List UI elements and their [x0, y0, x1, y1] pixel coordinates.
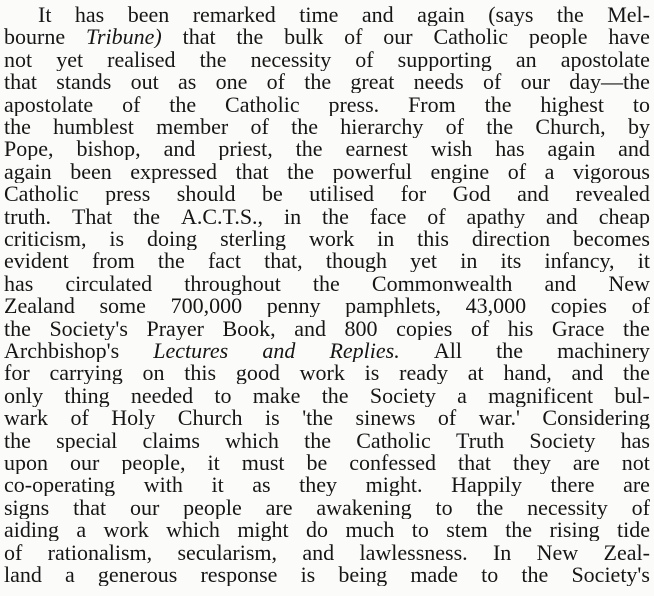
word: and: [544, 272, 577, 295]
word: Zealand: [4, 295, 75, 318]
word: has: [495, 138, 525, 161]
word: A.C.T.S.,: [180, 205, 264, 228]
word: are: [265, 496, 293, 519]
word: with: [143, 474, 183, 497]
word: made: [410, 564, 459, 586]
word: Catholic: [225, 93, 300, 116]
word: to: [411, 519, 429, 542]
word: work: [103, 519, 149, 542]
word: vigorous: [572, 160, 650, 183]
word: necessity: [527, 496, 608, 519]
word: people,: [121, 452, 186, 474]
text-line: [4, 385, 650, 407]
word: time: [299, 4, 339, 26]
word: of: [437, 407, 457, 430]
word: that: [458, 452, 492, 474]
word: of: [631, 295, 650, 318]
word: and: [262, 340, 296, 362]
word: supporting: [397, 48, 492, 71]
word: of: [70, 407, 89, 430]
word: Replies.: [329, 340, 400, 362]
word: they: [299, 474, 338, 497]
word: sinews: [355, 407, 416, 430]
text-line: [4, 49, 650, 71]
word: to: [435, 496, 453, 519]
word: confessed: [349, 452, 437, 474]
word: the: [622, 317, 650, 340]
word: of: [250, 116, 269, 138]
word: its: [500, 250, 522, 273]
word: this: [184, 362, 217, 385]
text-line: [4, 340, 650, 362]
word: of: [266, 71, 285, 94]
word: the: [287, 160, 315, 183]
word: hierarchy: [340, 116, 424, 138]
word: which: [166, 519, 220, 542]
word: ready: [399, 362, 448, 385]
word: pamphlets,: [345, 295, 442, 318]
word: throughout: [184, 272, 281, 295]
word: for: [4, 362, 30, 385]
word: in: [460, 250, 478, 273]
word: our: [520, 71, 550, 94]
word: not: [4, 48, 33, 71]
word: apostolate: [560, 48, 650, 71]
word: That: [71, 205, 113, 228]
word: bul-: [614, 384, 650, 407]
word: and: [163, 138, 196, 161]
word: great: [350, 71, 395, 94]
word: our: [129, 496, 160, 519]
word: an: [515, 48, 537, 71]
word: of: [355, 48, 374, 71]
word: the: [236, 26, 264, 49]
word: tide: [616, 519, 650, 542]
word: sterling: [220, 228, 287, 250]
word: the: [4, 317, 31, 340]
word: humblest: [53, 116, 134, 138]
word: earnest: [345, 138, 408, 161]
word: again: [547, 138, 596, 161]
word: in: [283, 205, 302, 228]
word: highest: [540, 93, 604, 116]
word: 700,000: [170, 295, 243, 318]
word: the: [133, 205, 161, 228]
word: be: [306, 452, 328, 474]
word: needed: [130, 384, 194, 407]
word: Happily: [451, 474, 522, 497]
word: work: [308, 228, 355, 250]
word: is: [265, 407, 280, 430]
word: utilised: [309, 183, 375, 206]
word: aiding: [4, 519, 59, 542]
word: might.: [365, 474, 423, 497]
word: wark: [4, 407, 48, 430]
word: of: [122, 93, 141, 116]
word: upon: [4, 452, 48, 474]
word: thing: [64, 384, 110, 407]
word: priest,: [218, 138, 273, 161]
word: has: [4, 272, 34, 295]
word: carrying: [49, 362, 123, 385]
word: people: [528, 26, 588, 49]
word: the: [157, 250, 185, 273]
word: Catholic: [356, 429, 431, 452]
word: revealed: [575, 183, 650, 206]
word: Mel-: [607, 4, 650, 26]
word: the: [304, 429, 332, 452]
word: not: [621, 452, 650, 474]
word: Catholic: [433, 26, 509, 49]
word: out: [130, 71, 159, 94]
word: and: [294, 317, 326, 340]
word: bishop,: [76, 138, 141, 161]
word: bulk: [284, 26, 324, 49]
word: evident: [4, 250, 69, 273]
word: the: [496, 340, 523, 362]
word: to: [632, 93, 650, 116]
text-line: [4, 452, 650, 474]
word: by: [627, 116, 650, 138]
word: that: [235, 160, 269, 183]
text-line: [38, 4, 650, 26]
word: to: [481, 564, 499, 586]
text-line: [4, 519, 650, 541]
word: Zeal-: [603, 541, 650, 564]
word: In: [492, 541, 512, 564]
word: on: [142, 362, 165, 385]
word: magnificent: [488, 384, 594, 407]
word: the: [291, 116, 318, 138]
word: is: [300, 564, 316, 586]
text-line: [4, 94, 650, 116]
word: rationalism,: [47, 541, 153, 564]
text-line: [4, 273, 650, 295]
word: is: [364, 362, 380, 385]
word: of: [4, 541, 23, 564]
word: again: [417, 4, 465, 26]
word: stem: [446, 519, 488, 542]
word: the: [199, 48, 227, 71]
word: God: [452, 183, 491, 206]
text-line: [4, 26, 650, 48]
word: Catholic: [4, 183, 79, 206]
word: lawlessness.: [359, 541, 468, 564]
word: the: [476, 496, 504, 519]
word: copies: [550, 295, 607, 318]
word: a: [457, 384, 467, 407]
text-line: [4, 542, 650, 564]
word: the: [4, 429, 31, 452]
word: in: [377, 228, 395, 250]
word: and: [302, 541, 335, 564]
word: special: [56, 429, 118, 452]
word: the: [623, 362, 650, 385]
word: there: [550, 474, 595, 497]
word: should: [176, 183, 236, 206]
word: realised: [107, 48, 176, 71]
word: war.': [478, 407, 520, 430]
word: a: [76, 519, 87, 542]
word: the: [312, 272, 340, 295]
word: as: [252, 474, 271, 497]
word: rising: [549, 519, 600, 542]
word: Society: [529, 429, 596, 452]
word: been: [127, 4, 170, 26]
word: Church: [177, 407, 243, 430]
word: and: [618, 138, 650, 161]
text-line: [4, 564, 650, 586]
text-line: [4, 250, 650, 272]
word: day—the: [569, 71, 650, 94]
text-line: [4, 407, 650, 429]
word: machinery: [557, 340, 650, 362]
word: yet: [410, 250, 438, 273]
word: Society: [369, 384, 436, 407]
word: apathy: [466, 205, 526, 228]
word: penny: [266, 295, 321, 318]
text-line: [4, 497, 650, 519]
word: of: [445, 116, 464, 138]
word: that: [4, 71, 37, 94]
word: of: [507, 160, 527, 183]
word: which: [225, 429, 279, 452]
word: though: [325, 250, 387, 273]
word: Holy: [111, 407, 156, 430]
text-line: [4, 161, 650, 183]
word: it: [207, 452, 220, 474]
word: has: [620, 429, 650, 452]
word: the: [484, 93, 512, 116]
word: is: [109, 228, 125, 250]
word: from: [91, 250, 135, 273]
word: the: [556, 4, 584, 26]
word: the: [486, 116, 514, 138]
word: must: [241, 452, 285, 474]
text-line: [4, 362, 650, 384]
word: co-operating: [4, 474, 116, 497]
word: remarked: [192, 4, 276, 26]
word: direction: [471, 228, 551, 250]
word: be: [262, 183, 283, 206]
word: expressed: [130, 160, 218, 183]
word: are: [623, 474, 650, 497]
word: as: [177, 71, 197, 94]
word: Commonwealth: [371, 272, 513, 295]
word: of: [631, 496, 650, 519]
word: of: [483, 71, 502, 94]
text-line: [4, 71, 650, 93]
word: Lectures: [153, 340, 229, 362]
word: that: [73, 496, 107, 519]
text-line: [4, 138, 650, 160]
word: the: [321, 384, 349, 407]
word: becomes: [573, 228, 650, 250]
word: our: [383, 26, 413, 49]
word: and: [361, 4, 394, 26]
word: Grace: [551, 317, 605, 340]
word: are: [572, 452, 600, 474]
word: and: [517, 183, 549, 206]
word: copies: [396, 317, 453, 340]
word: one: [215, 71, 248, 94]
text-line: [4, 116, 650, 138]
word: doing: [147, 228, 198, 250]
word: much: [345, 519, 395, 542]
word: and: [546, 205, 578, 228]
word: From: [408, 93, 456, 116]
word: necessity: [250, 48, 332, 71]
word: hand,: [503, 362, 552, 385]
word: the: [521, 564, 549, 586]
word: Tribune): [85, 26, 162, 49]
word: press: [105, 183, 151, 206]
word: signs: [4, 496, 50, 519]
word: fact: [207, 250, 241, 273]
word: that: [182, 26, 216, 49]
word: our: [70, 452, 100, 474]
word: and: [571, 362, 604, 385]
word: this: [417, 228, 449, 250]
text-line: [4, 183, 650, 205]
text-line: [4, 474, 650, 496]
word: New: [608, 272, 650, 295]
word: press.: [328, 93, 380, 116]
word: It: [38, 4, 52, 26]
word: Archbishop's: [4, 340, 120, 362]
word: truth.: [4, 205, 52, 228]
word: some: [99, 295, 146, 318]
word: infancy,: [544, 250, 615, 273]
word: they: [513, 452, 551, 474]
word: the: [321, 205, 349, 228]
word: good: [235, 362, 280, 385]
word: it: [637, 250, 650, 273]
word: 43,000: [465, 295, 527, 318]
text-line: [4, 206, 650, 228]
word: have: [608, 26, 650, 49]
word: land: [4, 564, 42, 586]
word: face: [369, 205, 407, 228]
word: the: [505, 519, 533, 542]
word: of: [427, 205, 446, 228]
word: to: [214, 384, 232, 407]
text-line: [4, 430, 650, 452]
word: make: [252, 384, 301, 407]
word: a: [65, 564, 75, 586]
word: (says: [488, 4, 534, 26]
word: of: [470, 317, 490, 340]
word: has: [74, 4, 105, 26]
word: Prayer: [146, 317, 204, 340]
word: do: [306, 519, 329, 542]
word: stands: [56, 71, 112, 94]
word: being: [338, 564, 388, 586]
word: for: [400, 183, 427, 206]
word: 800: [344, 317, 378, 340]
word: powerful: [332, 160, 412, 183]
word: again: [4, 160, 52, 183]
word: Truth: [456, 429, 505, 452]
word: a: [544, 160, 555, 183]
text-line: [4, 295, 650, 317]
word: Pope,: [4, 138, 54, 161]
word: only: [4, 384, 44, 407]
word: Book,: [222, 317, 276, 340]
word: Church,: [535, 116, 606, 138]
word: the: [4, 116, 31, 138]
word: 'the: [302, 407, 334, 430]
word: cheap: [598, 205, 650, 228]
word: the: [304, 71, 332, 94]
word: All: [433, 340, 462, 362]
word: work: [299, 362, 345, 385]
word: member: [156, 116, 229, 138]
word: circulated: [65, 272, 153, 295]
word: claims: [142, 429, 200, 452]
word: Society's: [49, 317, 128, 340]
word: people: [183, 496, 242, 519]
word: apostolate: [4, 93, 94, 116]
word: yet: [56, 48, 84, 71]
word: bourne: [4, 26, 66, 49]
word: his: [507, 317, 534, 340]
word: wish: [430, 138, 473, 161]
word: engine: [430, 160, 490, 183]
word: the: [169, 93, 197, 116]
word: that,: [264, 250, 303, 273]
word: needs: [413, 71, 464, 94]
word: it: [211, 474, 224, 497]
word: awakening: [316, 496, 412, 519]
word: Society's: [571, 564, 650, 586]
word: might: [237, 519, 289, 542]
word: the: [295, 138, 323, 161]
word: been: [70, 160, 112, 183]
text-line: [4, 228, 650, 250]
word: New: [536, 541, 579, 564]
word: of: [344, 26, 363, 49]
word: at: [467, 362, 484, 385]
word: generous: [97, 564, 178, 586]
word: Considering: [542, 407, 650, 430]
word: secularism,: [177, 541, 278, 564]
word: response: [200, 564, 278, 586]
text-line: [4, 318, 650, 340]
word: criticism,: [4, 228, 87, 250]
